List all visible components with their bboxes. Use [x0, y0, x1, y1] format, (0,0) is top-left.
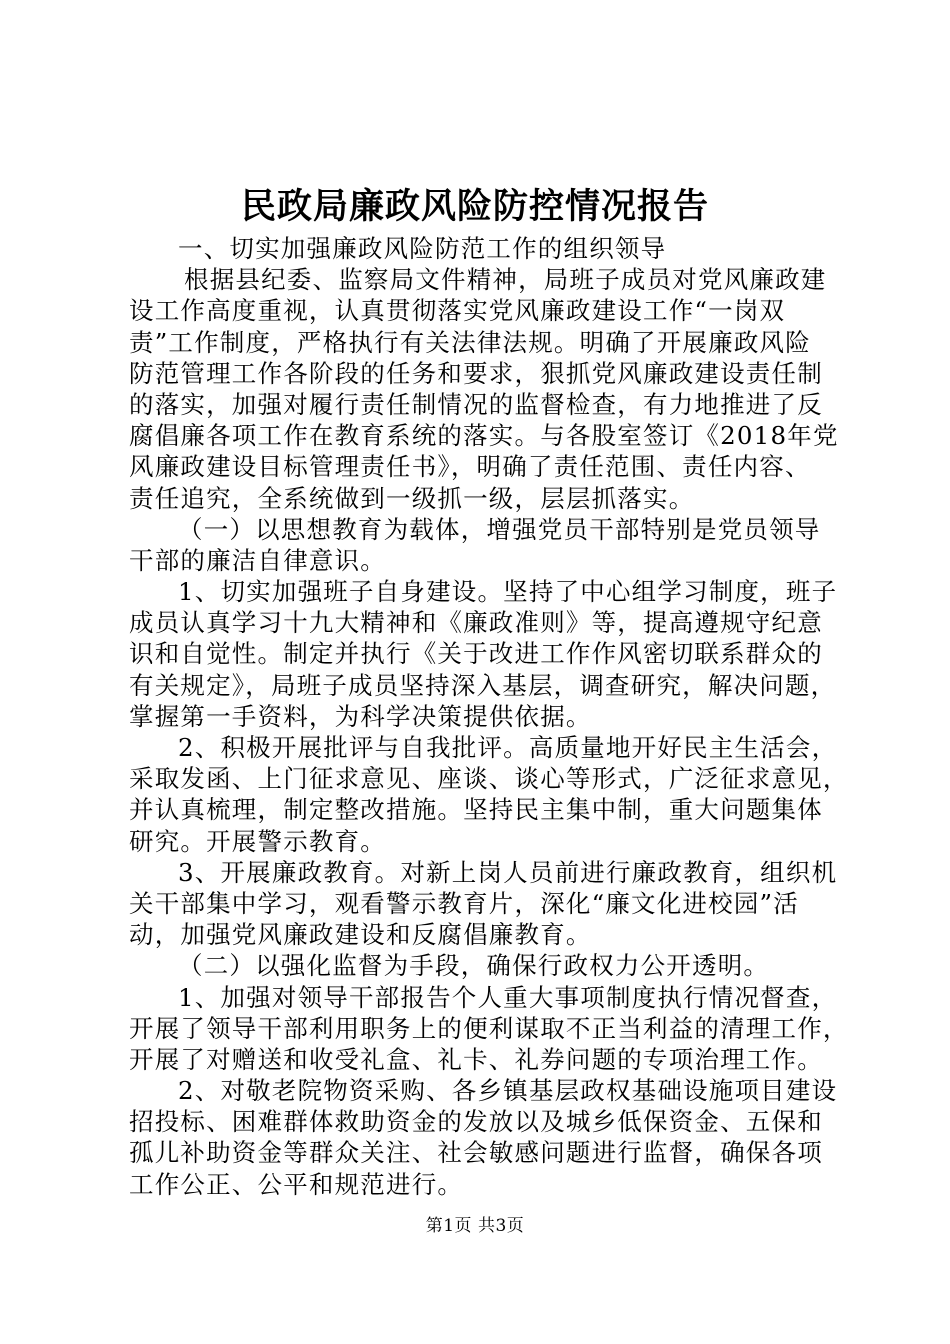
body-line: 3、开展廉政教育。对新上岗人员前进行廉政教育，组织机 — [178, 857, 838, 887]
body-line: 成员认真学习十九大精神和《廉政准则》等，提高遵规守纪意 — [129, 608, 823, 638]
body-line: 采取发函、上门征求意见、座谈、谈心等形式，广泛征求意见， — [129, 764, 849, 794]
body-line: 识和自觉性。制定并执行《关于改进工作作风密切联系群众的 — [129, 639, 823, 669]
body-line: 的落实，加强对履行责任制情况的监督检查，有力地推进了反 — [129, 389, 823, 419]
body-line: （一）以思想教育为载体，增强党员干部特别是党员领导 — [178, 514, 821, 544]
body-line: 1、加强对领导干部报告个人重大事项制度执行情况督查， — [178, 982, 838, 1012]
body-line: 责”工作制度，严格执行有关法律法规。明确了开展廉政风险 — [129, 327, 811, 357]
body-line: 2、对敬老院物资采购、各乡镇基层政权基础设施项目建设 — [178, 1076, 838, 1106]
body-line: 防范管理工作各阶段的任务和要求，狠抓党风廉政建设责任制 — [129, 358, 823, 388]
document-title: 民政局廉政风险防控情况报告 — [240, 186, 709, 227]
body-line: 并认真梳理，制定整改措施。坚持民主集中制，重大问题集体 — [129, 795, 823, 825]
body-line: 孤儿补助资金等群众关注、社会敏感问题进行监督，确保各项 — [129, 1138, 823, 1168]
body-line: 风廉政建设目标管理责任书》，明确了责任范围、责任内容、 — [129, 452, 811, 482]
body-line: 研究。开展警示教育。 — [129, 826, 386, 856]
body-line: 腐倡廉各项工作在教育系统的落实。与各股室签订《2018年党 — [129, 421, 839, 451]
page-footer: 第1页 共3页 — [425, 1216, 525, 1236]
body-line: 掌握第一手资料，为科学决策提供依据。 — [129, 701, 592, 731]
body-line: 2、积极开展批评与自我批评。高质量地开好民主生活会， — [178, 733, 838, 762]
body-line: 根据县纪委、监察局文件精神，局班子成员对党风廉政建 — [184, 265, 827, 295]
body-line: 招投标、困难群体救助资金的发放以及城乡低保资金、五保和 — [129, 1107, 823, 1137]
body-line: 开展了对赠送和收受礼盒、礼卡、礼券问题的专项治理工作。 — [129, 1044, 823, 1074]
body-line: 关干部集中学习，观看警示教育片，深化“廉文化进校园”活 — [129, 888, 799, 918]
body-line: （二）以强化监督为手段，确保行政权力公开透明。 — [178, 951, 770, 981]
body-line: 开展了领导干部利用职务上的便利谋取不正当利益的清理工作， — [129, 1013, 849, 1043]
document-body — [129, 233, 849, 1200]
body-line: 1、切实加强班子自身建设。坚持了中心组学习制度，班子 — [178, 577, 838, 607]
body-line: 责任追究，全系统做到一级抓一级，层层抓落实。 — [129, 483, 695, 513]
body-line: 动，加强党风廉政建设和反腐倡廉教育。 — [129, 920, 592, 950]
body-line: 一、切实加强廉政风险防范工作的组织领导 — [178, 234, 667, 263]
body-line: 有关规定》，局班子成员坚持深入基层，调查研究，解决问题， — [129, 670, 837, 700]
body-line: 干部的廉洁自律意识。 — [129, 545, 386, 575]
body-line: 设工作高度重视，认真贯彻落实党风廉政建设工作“一岗双 — [129, 296, 786, 326]
body-line: 工作公正、公平和规范进行。 — [129, 1169, 464, 1199]
